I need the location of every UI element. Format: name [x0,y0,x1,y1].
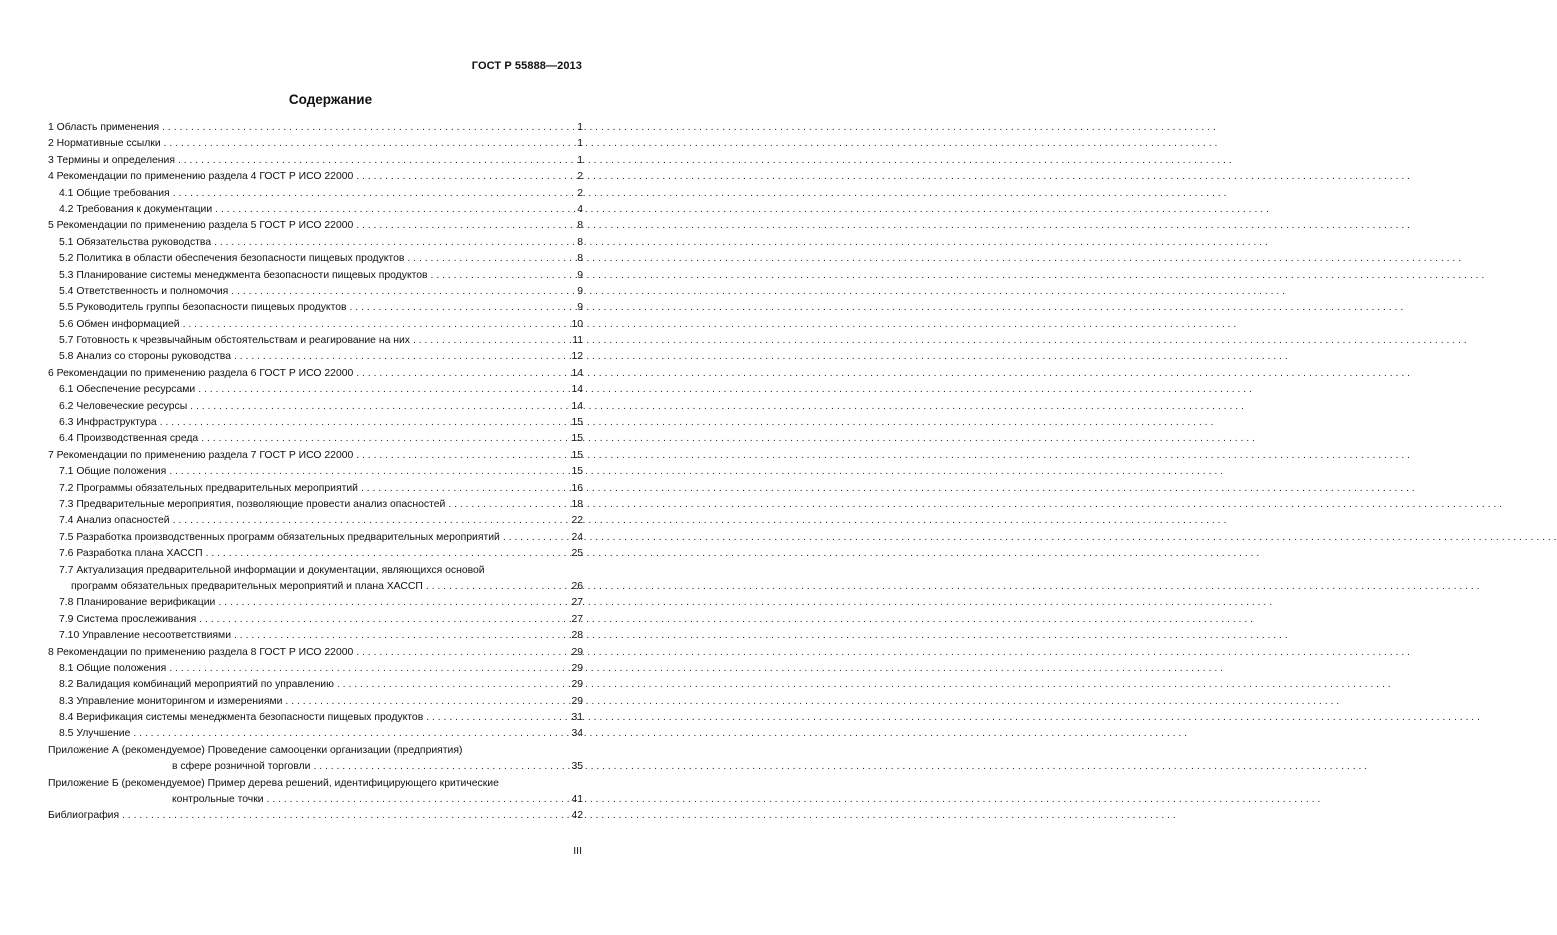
toc-entry-title: 4 Рекомендации по применению раздела 4 ГОСТ Р ИСО 22000 [48,171,354,183]
toc-entry[interactable] [48,349,583,365]
table-of-contents [48,120,583,825]
toc-entry[interactable] [48,382,583,398]
toc-entry[interactable] [48,153,583,169]
toc-entry-page: 14 [571,384,583,396]
toc-leader-dots [448,497,567,513]
toc-leader-dots [206,546,568,562]
toc-entry-page: 34 [571,728,583,740]
toc-entry[interactable] [48,563,583,596]
toc-entry-page: 8 [577,253,583,265]
toc-entry-page: 28 [571,630,583,642]
toc-entry-title: 5.2 Политика в области обеспечения безопасности пищевых продуктов [59,253,405,265]
toc-entry[interactable] [48,595,583,611]
toc-entry[interactable] [48,628,583,644]
toc-entry[interactable] [48,661,583,677]
toc-leader-dots [356,218,573,234]
toc-entry-page: 15 [571,466,583,478]
toc-entry-title: 7.10 Управление несоответствиями [59,630,232,642]
toc-leader-dots [160,415,568,431]
toc-entry-page: 22 [571,515,583,527]
toc-entry-title: 8.1 Общие положения [59,662,167,674]
toc-entry-title: 7.8 Планирование верификации [59,597,216,609]
toc-entry-title: 6 Рекомендации по применению раздела 6 ГОСТ Р ИСО 22000 [48,367,354,379]
toc-entry[interactable] [48,169,583,185]
toc-entry[interactable] [48,268,583,284]
toc-entry-title: 4.2 Требования к документации [59,203,213,215]
toc-entry[interactable] [48,284,583,300]
toc-entry-page: 1 [577,154,583,166]
toc-entry-title: 8.2 Валидация комбинаций мероприятий по управлению [59,679,334,691]
toc-entry-title: Приложение Б (рекомендуемое) Пример дерева решений, идентифицирующего критические [48,777,499,789]
toc-entry[interactable] [48,612,583,628]
toc-entry[interactable] [48,645,583,661]
toc-leader-dots [201,431,567,447]
toc-entry-title: 5.5 Руководитель группы безопасности пищевых продуктов [59,302,347,314]
toc-entry-page: 16 [571,482,583,494]
toc-entry[interactable] [48,317,583,333]
toc-entry-title-cont: контрольные точки [172,794,264,806]
toc-entry-page: 2 [577,171,583,183]
toc-entry-page: 11 [572,335,583,347]
toc-entry-page: 27 [571,613,583,625]
toc-entry-title-cont: программ обязательных предварительных мероприятий и плана ХАССП [71,580,423,592]
toc-entry-title: 7.4 Анализ опасностей [59,515,170,527]
toc-entry-page: 29 [571,679,583,691]
toc-entry-page: 10 [571,318,583,330]
toc-entry-title: 7.1 Общие положения [59,466,167,478]
toc-entry-page: 9 [577,285,583,297]
toc-entry-page: 27 [571,597,583,609]
toc-entry-page: 18 [571,498,583,510]
toc-leader-dots [407,251,573,267]
toc-entry-page: 12 [571,351,583,363]
toc-entry-title: 5 Рекомендации по применению раздела 5 ГОСТ Р ИСО 22000 [48,220,354,232]
toc-entry-title: 5.6 Обмен информацией [59,318,180,330]
toc-leader-dots [350,300,574,316]
toc-entry[interactable] [48,186,583,202]
toc-entry-title: Библиография [48,810,120,822]
toc-leader-dots [234,628,567,644]
toc-leader-dots [356,448,567,464]
toc-entry[interactable] [48,546,583,562]
toc-entry-page: 15 [571,449,583,461]
toc-entry-page: 14 [571,400,583,412]
toc-entry-page: 1 [577,138,583,150]
toc-leader-dots [234,349,567,365]
toc-entry[interactable] [48,808,583,824]
toc-title: Содержание [288,92,373,107]
toc-entry-title: 5.1 Обязательства руководства [59,236,212,248]
toc-entry[interactable] [48,136,583,152]
toc-entry-title: 4.1 Общие требования [59,187,170,199]
toc-entry[interactable] [48,300,583,316]
toc-entry-page: 9 [577,269,583,281]
toc-entry-page: 24 [571,531,583,543]
toc-entry-title: 6.2 Человеческие ресурсы [59,400,188,412]
toc-entry-title: 7.9 Система прослеживания [59,613,197,625]
toc-leader-dots [356,366,567,382]
toc-entry[interactable] [48,776,583,809]
toc-entry-title: 7.5 Разработка производственных программ обязательных предварительных мероприятий [59,531,500,543]
toc-entry-title: 6.1 Обеспечение ресурсами [59,384,196,396]
toc-entry[interactable] [48,448,583,464]
toc-entry-page: 9 [577,302,583,314]
toc-leader-dots [426,710,567,726]
toc-leader-dots [214,235,573,251]
toc-entry[interactable] [48,726,583,742]
toc-entry-title: 8 Рекомендации по применению раздела 8 ГОСТ Р ИСО 22000 [48,646,354,658]
toc-leader-dots [183,317,568,333]
toc-leader-dots [431,268,574,284]
toc-leader-dots [190,399,567,415]
toc-leader-dots [267,792,568,808]
toc-entry-title: 7.6 Разработка плана ХАССП [59,548,203,560]
toc-entry-title: 5.8 Анализ со стороны руководства [59,351,231,363]
toc-leader-dots [173,186,574,202]
toc-entry[interactable] [48,415,583,431]
toc-entry-title: Приложение А (рекомендуемое) Проведение самооценки организации (предприятия) [48,744,463,756]
toc-leader-dots [122,808,567,824]
toc-leader-dots [218,595,567,611]
toc-entry[interactable] [48,743,583,776]
toc-entry[interactable] [48,497,583,513]
toc-entry-page: 29 [571,646,583,658]
toc-entry[interactable] [48,710,583,726]
toc-entry-title: 5.4 Ответственность и полномочия [59,285,229,297]
toc-leader-dots [173,513,568,529]
toc-entry-title: 7.7 Актуализация предварительной информации и документации, являющихся основой [59,564,485,576]
toc-entry[interactable] [48,677,583,693]
toc-leader-dots [133,726,567,742]
toc-entry[interactable] [48,333,583,349]
toc-entry-page: 31 [571,712,583,724]
toc-entry-title: 5.3 Планирование системы менеджмента безопасности пищевых продуктов [59,269,428,281]
toc-entry-title: 7.3 Предварительные мероприятия, позволяющие провести анализ опасностей [59,498,446,510]
toc-entry[interactable] [48,481,583,497]
toc-entry-title: 8.5 Улучшение [59,728,131,740]
toc-entry[interactable] [48,399,583,415]
toc-entry-page: 25 [571,548,583,560]
toc-entry-title: 6.3 Инфраструктура [59,417,157,429]
toc-entry-title: 8.4 Верификация системы менеджмента безопасности пищевых продуктов [59,712,424,724]
toc-entry-page: 29 [571,695,583,707]
toc-leader-dots [162,120,573,136]
toc-entry[interactable] [48,530,583,546]
toc-entry-page: 35 [571,761,583,773]
toc-entry-title-cont: в сфере розничной торговли [172,761,311,773]
toc-leader-dots [231,284,573,300]
toc-entry-page: 8 [577,236,583,248]
toc-entry-page: 1 [577,122,583,133]
toc-leader-dots [215,202,573,218]
toc-leader-dots [164,136,574,152]
toc-entry[interactable] [48,513,583,529]
toc-entry-page: 2 [577,187,583,199]
toc-entry[interactable] [48,366,583,382]
toc-entry-title: 8.3 Управление мониторингом и измерениями [59,695,283,707]
page-number: III [573,845,582,857]
toc-leader-dots [178,153,573,169]
toc-leader-dots [361,481,568,497]
toc-entry[interactable] [48,251,583,267]
toc-entry-page: 15 [571,433,583,445]
toc-leader-dots [337,677,568,693]
toc-entry-title: 6.4 Производственная среда [59,433,199,445]
toc-entry[interactable] [48,120,583,136]
toc-entry-page: 8 [577,220,583,232]
toc-entry-title: 1 Область применения [48,122,160,133]
toc-leader-dots [313,759,567,775]
toc-entry-page: 29 [571,662,583,674]
toc-entry-title: 5.7 Готовность к чрезвычайным обстоятельствам и реагирование на них [59,335,410,347]
toc-entry[interactable] [48,464,583,480]
toc-entry-page: 15 [571,417,583,429]
toc-entry-title: 2 Нормативные ссылки [48,138,161,150]
toc-entry-page: 26 [571,580,583,592]
toc-entry[interactable] [48,694,583,710]
toc-leader-dots [199,612,567,628]
toc-entry-title: 7 Рекомендации по применению раздела 7 ГОСТ Р ИСО 22000 [48,449,354,461]
toc-entry-title: 3 Термины и определения [48,154,175,166]
toc-leader-dots [426,579,568,595]
toc-leader-dots [169,661,567,677]
toc-entry-page: 14 [571,367,583,379]
toc-entry-page: 4 [577,203,583,215]
toc-entry-page: 42 [571,810,583,822]
toc-leader-dots [356,645,567,661]
toc-leader-dots [503,530,568,546]
toc-leader-dots [198,382,567,398]
toc-leader-dots [356,169,573,185]
toc-entry-page: 41 [571,794,583,806]
toc-leader-dots [285,694,567,710]
toc-entry[interactable] [48,202,583,218]
document-code: ГОСТ Р 55888—2013 [471,60,582,72]
toc-entry[interactable] [48,431,583,447]
toc-leader-dots [169,464,567,480]
toc-entry-title: 7.2 Программы обязательных предварительных мероприятий [59,482,358,494]
toc-entry[interactable] [48,218,583,234]
toc-leader-dots [413,333,568,349]
toc-entry[interactable] [48,235,583,251]
